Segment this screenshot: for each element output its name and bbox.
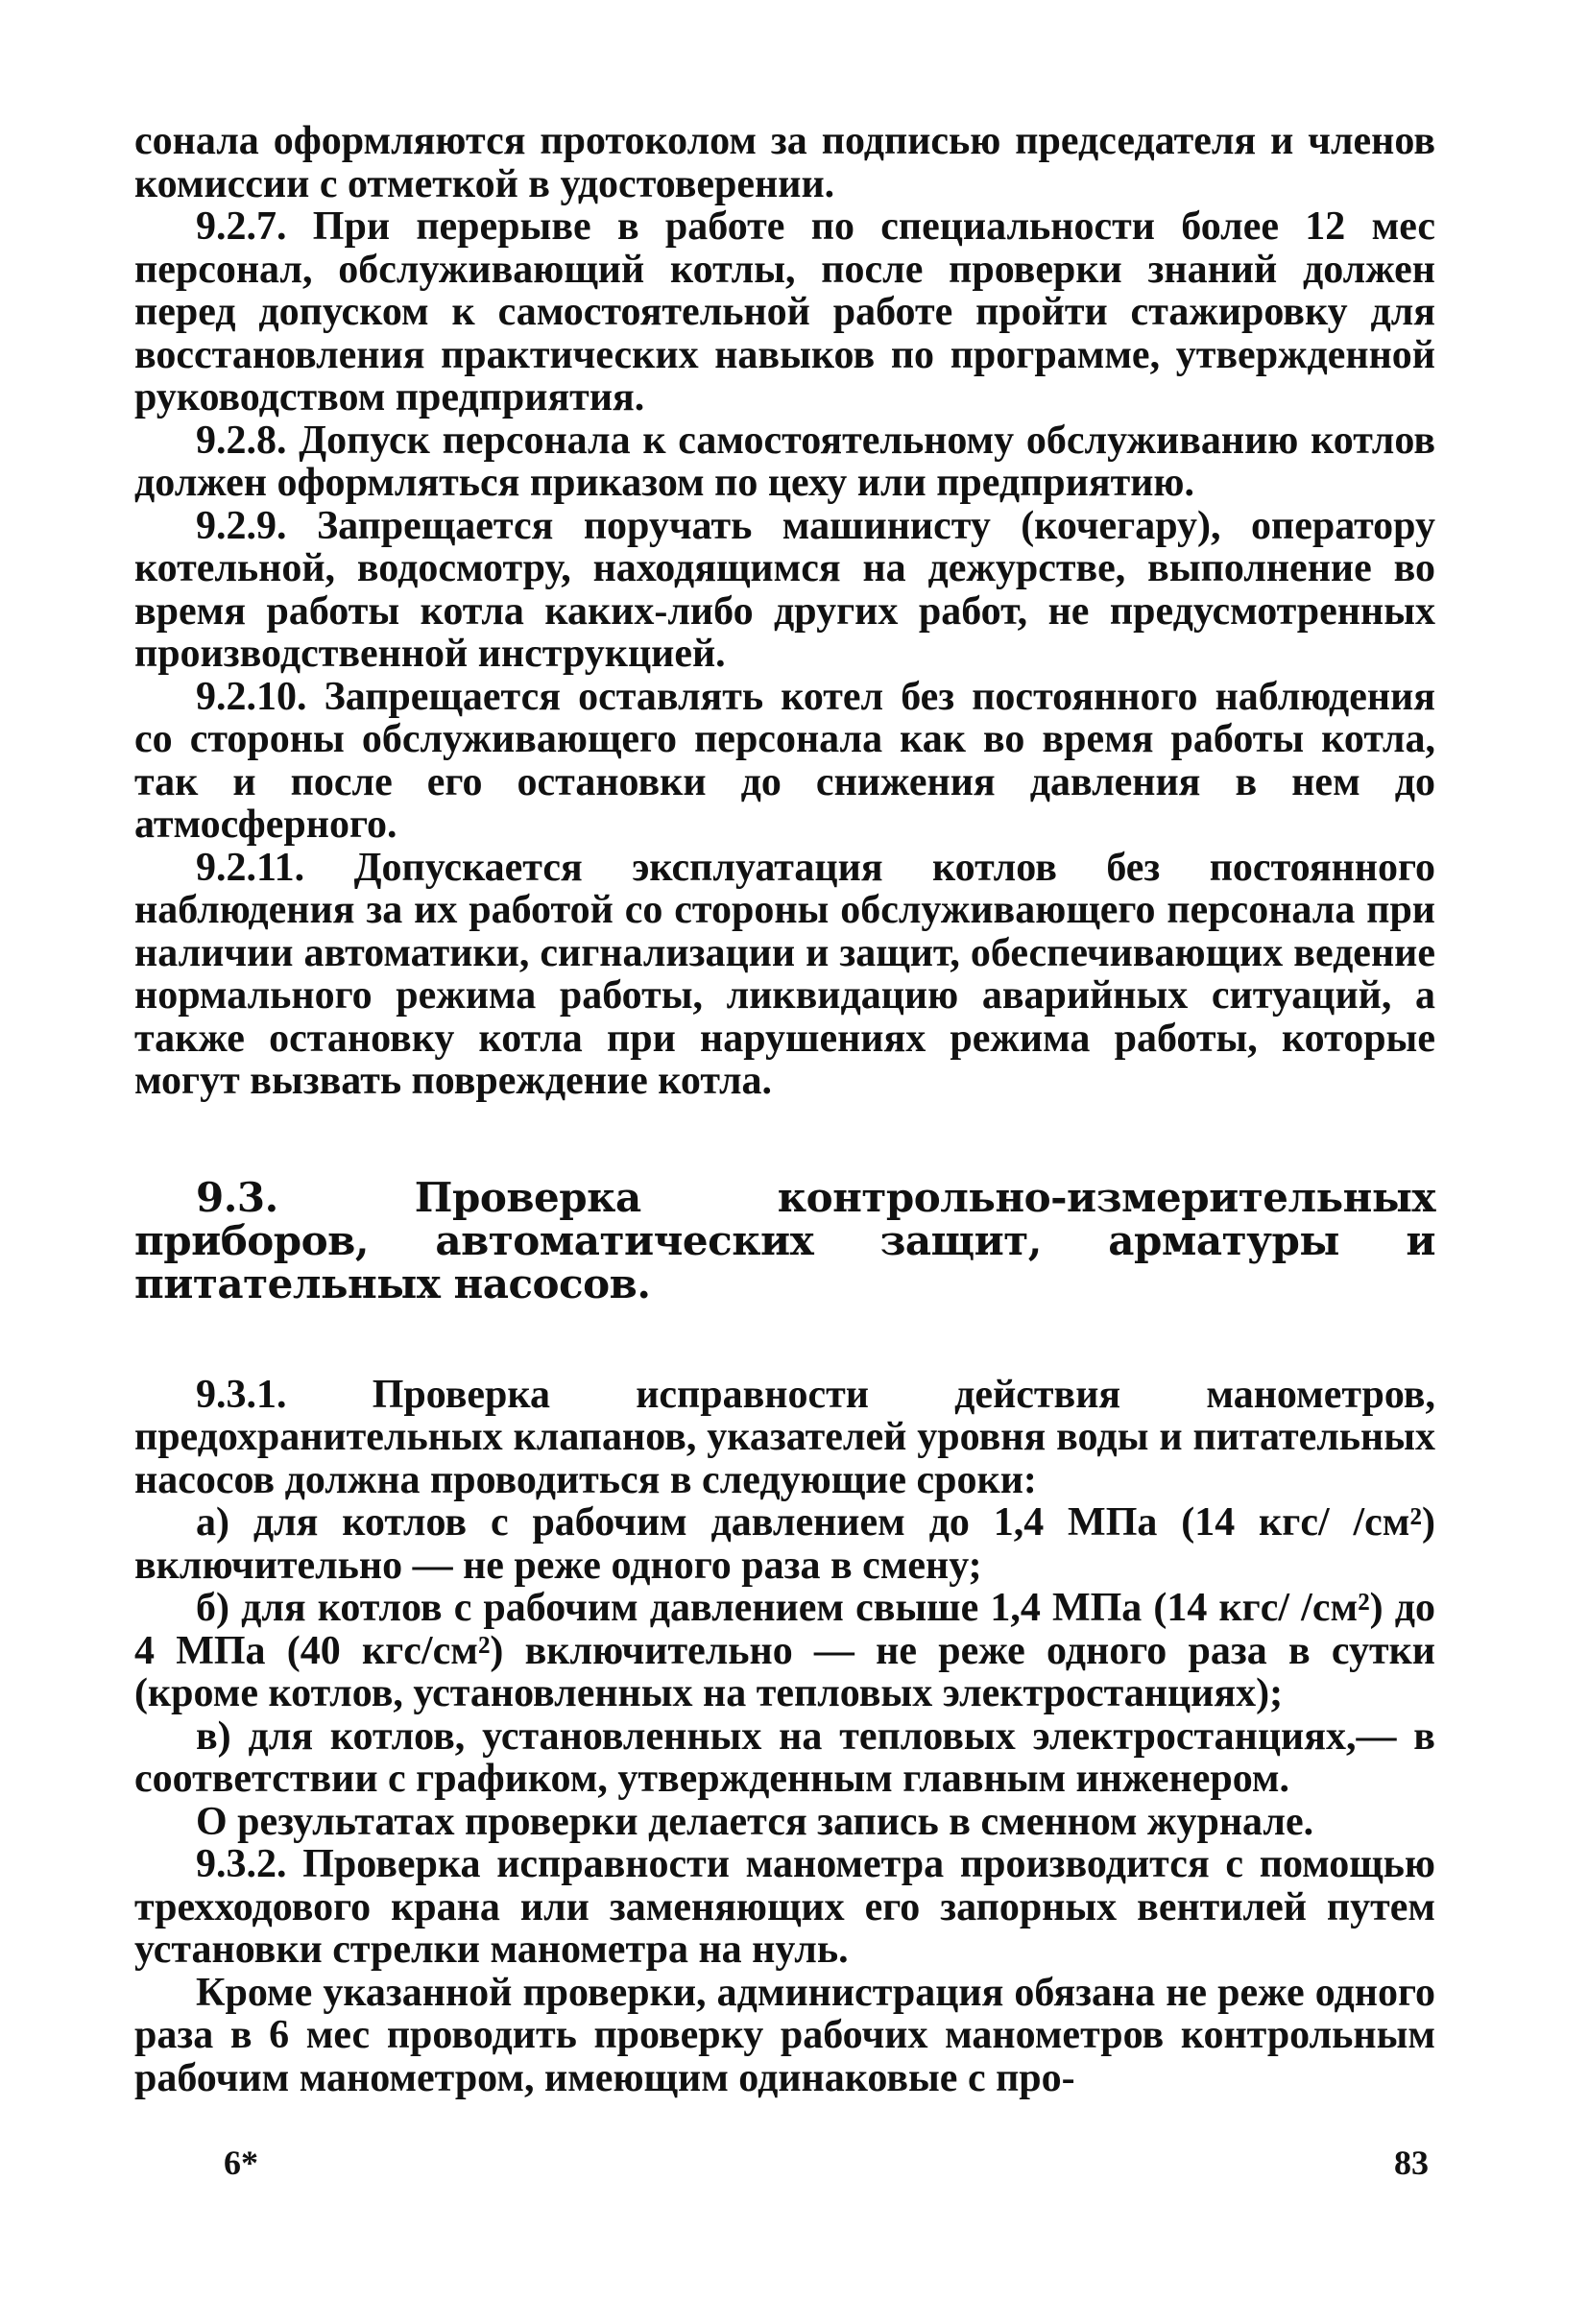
paragraph-additional-check: Кроме указанной проверки, администрация обязана не реже одного раза в 6 мес проводить проверку рабочих манометров контрольным рабочим манометром, имеющим одинаковые с про- (134, 1970, 1435, 2100)
list-item-b: б) для котлов с рабочим давлением свыше 1,4 МПа (14 кгс/ /см²) до 4 МПа (40 кгс/см²) включительно — не реже одного раза в сутки (кроме котлов, установленных на тепловых электростанциях); (134, 1586, 1435, 1715)
list-item-a: а) для котлов с рабочим давлением до 1,4 МПа (14 кгс/ /см²) включительно — не реже одного раза в смену; (134, 1500, 1435, 1588)
list-item-v: в) для котлов, установленных на тепловых электростанциях,— в соответствии с графиком, утвержденным главным инженером. (134, 1713, 1435, 1801)
section-heading-9-3: 9.3. Проверка контрольно-измерительных приборов, автоматических защит, арматуры и питательных насосов. (134, 1173, 1435, 1307)
paragraph-9-2-10: 9.2.10. Запрещается оставлять котел без постоянного наблюдения со стороны обслуживающего персонала как во время работы котла, так и после его остановки до снижения давления в нем до атмосферного. (134, 674, 1435, 847)
paragraph-9-2-7: 9.2.7. При перерыве в работе по специальности более 12 мес персонал, обслуживающий котлы, после проверки знаний должен перед допуском к самостоятельной работе пройти стажировку для восстановления практических навыков по программе, утвержденной руководством предприятия. (134, 204, 1435, 419)
page-number: 83 (1394, 2144, 1429, 2182)
page-footer (0, 2143, 1588, 2191)
paragraph-continuation: сонала оформляются протоколом за подписью председателя и членов комиссии с отметкой в удостоверении. (134, 119, 1435, 206)
signature-mark: 6* (224, 2144, 258, 2182)
paragraph-results-record: О результатах проверки делается запись в сменном журнале. (196, 1799, 1314, 1844)
paragraph-9-2-11: 9.2.11. Допускается эксплуатация котлов без постоянного наблюдения за их работой со стороны обслуживающего персонала при наличии автоматики, сигнализации и защит, обеспечивающих ведение нормального режима работы, ликвидацию аварийных ситуаций, а также остановку котла при нарушениях режима работы, которые могут вызвать повреждение котла. (134, 845, 1435, 1103)
paragraph-9-2-9: 9.2.9. Запрещается поручать машинисту (кочегару), оператору котельной, водосмотру, находящимся на дежурстве, выполнение во время работы котла каких-либо других работ, не предусмотренных производственной инструкцией. (134, 503, 1435, 676)
paragraph-9-3-1: 9.3.1. Проверка исправности действия манометров, предохранительных клапанов, указателей уровня воды и питательных насосов должна проводиться в следующие сроки: (134, 1372, 1435, 1502)
paragraph-9-2-8: 9.2.8. Допуск персонала к самостоятельному обслуживанию котлов должен оформляться приказом по цеху или предприятию. (134, 418, 1435, 505)
paragraph-9-3-2: 9.3.2. Проверка исправности манометра производится с помощью трехходового крана или заменяющих его запорных вентилей путем установки стрелки манометра на нуль. (134, 1842, 1435, 1972)
document-page (134, 120, 1435, 2099)
